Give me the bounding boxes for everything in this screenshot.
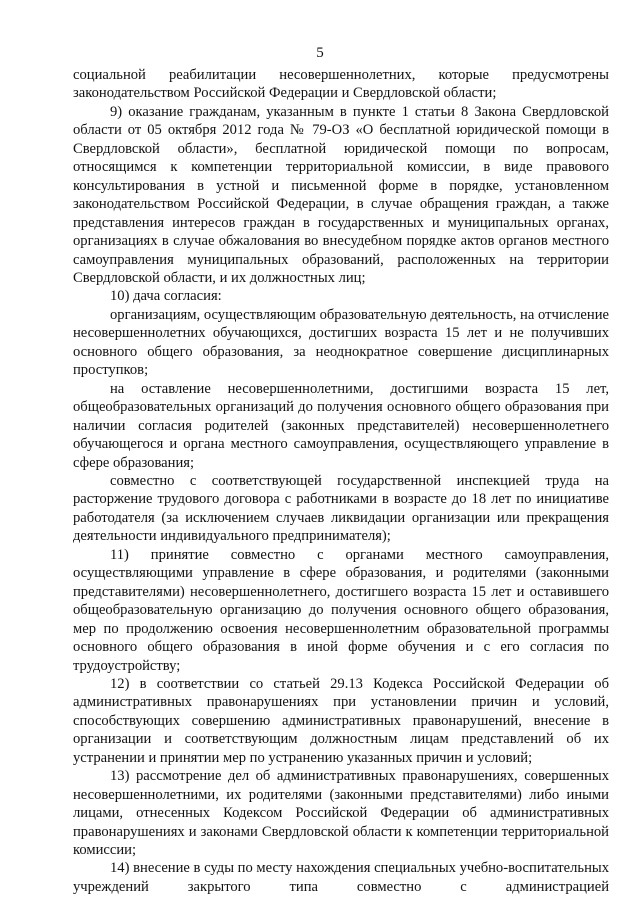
page-number: 5 [316, 45, 324, 61]
paragraph-item-9: 9) оказание гражданам, указанным в пункте 1 статьи 8 Закона Свердловской области от 05 октября 2012 года № 79-ОЗ «О бесплатной юридической помощи в Свердловской области», бесплатной юридической помощи по вопросам, относящимся к компетенции территориальной комиссии, в виде правового консультирования в устной и письменной форме в порядке, установленном законодательством Российской Федерации, в случае обращения граждан, а также представления интересов граждан в государственных и муниципальных органах, организациях в случае обжалования во внесудебном порядке актов органов местного самоуправления муниципальных образований, расположенных на территории Свердловской области, и их должностных лиц; [73, 103, 609, 286]
paragraph-item-10: 10) дача согласия: [110, 288, 222, 305]
paragraph-item-14: 14) внесение в суды по месту нахождения специальных учебно-воспитательных учреждений закрытого типа совместно с администрацией [73, 860, 609, 895]
paragraph-item-11: 11) принятие совместно с органами местного самоуправления, осуществляющими управление в сфере образования, и родителями (законными представителями) несовершеннолетнего, достигшего возраста 15 лет и оставившего общеобразовательную организацию до получения основного общего образования, мер по продолжению освоения несовершеннолетним образовательной программы основного общего образования в иной форме обучения и с его согласия по трудоустройству; [73, 546, 609, 674]
paragraph-item-12: 12) в соответствии со статьей 29.13 Кодекса Российской Федерации об административных правонарушениях при установлении причин и условий, способствующих совершению административных правонарушений, внесение в организации и соответствующим должностным лицам представлений об их устранении и принятии мер по устранению указанных причин и условий; [73, 675, 609, 766]
paragraph-item-10-consent-expulsion: организациям, осуществляющим образовательную деятельность, на отчисление несовершеннолетних обучающихся, достигших возраста 15 лет и не получивших основного общего образования, за неоднократное совершение дисциплинарных проступков; [73, 306, 609, 379]
paragraph-item-10-consent-leaving-school: на оставление несовершеннолетними, достигшими возраста 15 лет, общеобразовательных организаций до получения основного общего образования при наличии согласия родителей (законных представителей) несовершеннолетнего обучающегося и органа местного самоуправления, осуществляющего управление в сфере образования; [73, 380, 609, 471]
paragraph-item-13: 13) рассмотрение дел об административных правонарушениях, совершенных несовершеннолетними, их родителями (законными представителями) либо иными лицами, отнесенных Кодексом Российской Федерации об административных правонарушениях и законами Свердловской области к компетенции территориальной комиссии; [73, 768, 609, 859]
document-body [73, 66, 609, 896]
paragraph-item-10-consent-labor-contract: совместно с соответствующей государственной инспекцией труда на расторжение трудового договора с работниками в возрасте до 18 лет по инициативе работодателя (за исключением случаев ликвидации организации или прекращения деятельности индивидуального предпринимателя); [73, 472, 609, 545]
paragraph-continuation: социальной реабилитации несовершеннолетних, которые предусмотрены законодательством Российской Федерации и Свердловской области; [73, 67, 609, 102]
